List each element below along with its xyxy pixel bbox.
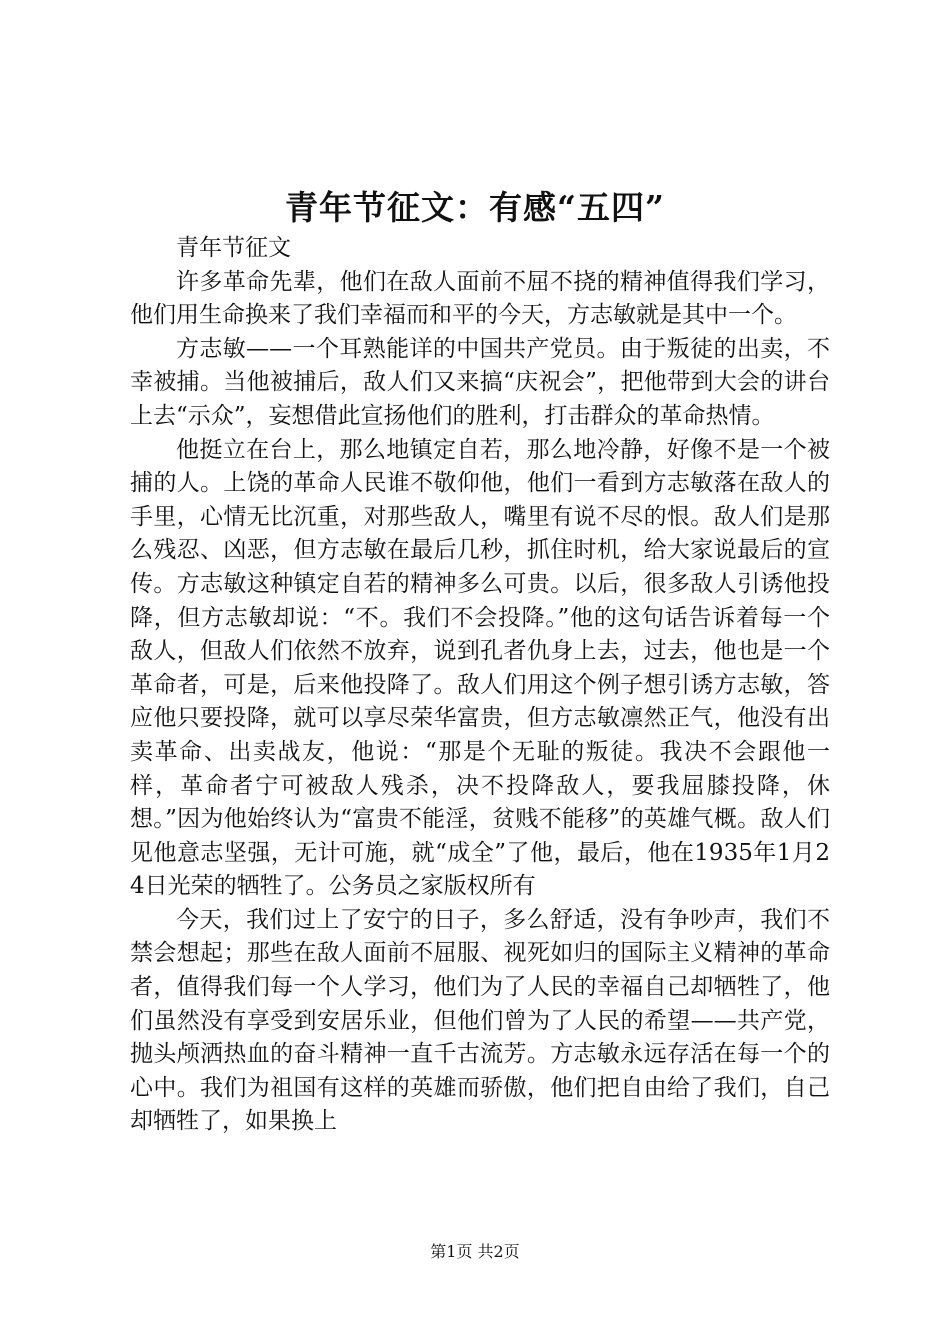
- page-number-footer: 第1页 共2页: [430, 1242, 520, 1261]
- paragraph: 今天，我们过上了安宁的日子，多么舒适，没有争吵声，我们不禁会想起；那些在敌人面前不屈服、视死如归的国际主义精神的革命者，值得我们每一个人学习，他们为了人民的幸福自己却牺牲了，他们虽然没有享受到安居乐业，但他们曾为了人民的希望——共产党，抛头颅洒热血的奋斗精神一直千古流芳。方志敏永远存活在每一个的心中。我们为祖国有这样的英雄而骄傲，他们把自由给了我们，自己却牺牲了，如果换上: [130, 906, 830, 1135]
- paragraph: 许多革命先辈，他们在敌人面前不屈不挠的精神值得我们学习，他们用生命换来了我们幸福而和平的今天，方志敏就是其中一个。: [130, 268, 830, 329]
- document-title: 青年节征文：有感“五四”: [285, 188, 665, 227]
- document-body: [130, 232, 830, 1139]
- paragraph-subtitle: 青年节征文: [176, 235, 291, 261]
- paragraph: 他挺立在台上，那么地镇定自若，那么地冷静，好像不是一个被捕的人。上饶的革命人民谁不敬仰他，他们一看到方志敏落在敌人的手里，心情无比沉重，对那些敌人，嘴里有说不尽的恨。敌人们是那么残忍、凶恶，但方志敏在最后几秒，抓住时机，给大家说最后的宣传。方志敏这种镇定自若的精神多么可贵。以后，很多敌人引诱他投降，但方志敏却说：“不。我们不会投降。”他的这句话告诉着每一个敌人，但敌人们依然不放弃，说到孔者仇身上去，过去，他也是一个革命者，可是，后来他投降了。敌人们用这个例子想引诱方志敏，答应他只要投降，就可以享尽荣华富贵，但方志敏凛然正气，他没有出卖革命、出卖战友，他说：“那是个无耻的叛徒。我决不会跟他一样，革命者宁可被敌人残杀，决不投降敌人，要我屈膝投降，休想。”因为他始终认为“富贵不能淫，贫贱不能移”的英雄气概。敌人们见他意志坚强，无计可施，就“成全”了他，最后，他在1935年1月24日光荣的牺牲了。公务员之家版权所有: [130, 436, 830, 900]
- paragraph: 方志敏——一个耳熟能详的中国共产党员。由于叛徒的出卖，不幸被捕。当他被捕后，敌人们又来搞“庆祝会”，把他带到大会的讲台上去“示众”，妄想借此宣扬他们的胜利，打击群众的革命热情。: [130, 335, 830, 429]
